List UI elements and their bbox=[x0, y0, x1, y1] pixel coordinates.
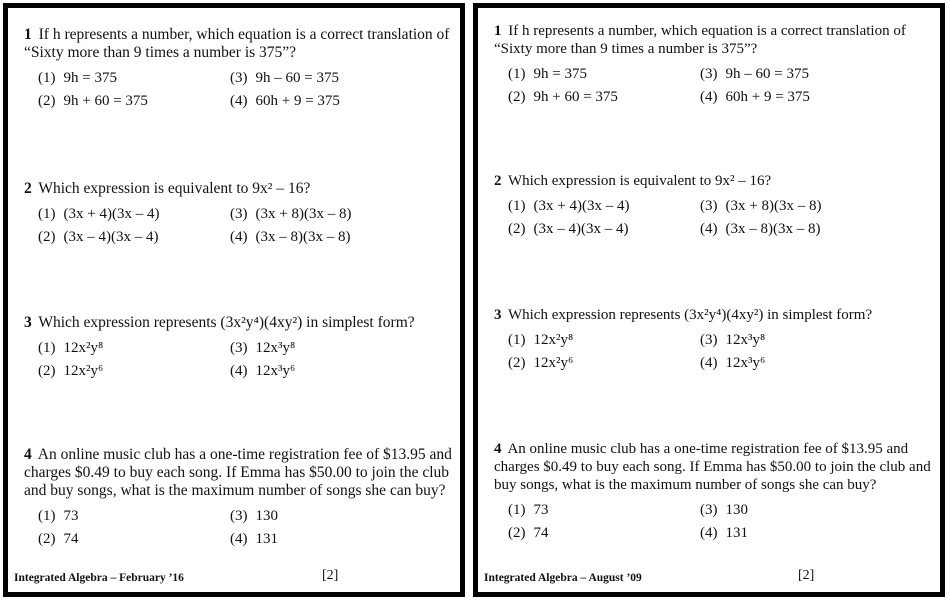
question-number: 2 bbox=[494, 173, 502, 189]
question-text: Which expression represents (3x²y⁴)(4xy²) in simplest form? bbox=[507, 307, 873, 323]
choice-1[interactable]: (1) 73 bbox=[508, 502, 549, 518]
answer-choices bbox=[508, 501, 932, 542]
question-text: If h represents a number, which equation is a correct translation of “Sixty more than 9 times a number is 375”? bbox=[24, 26, 450, 61]
question-text: An online music club has a one-time registration fee of $13.95 and charges $0.49 to buy each song. If Emma has $50.00 to join the club and buy songs, what is the maximum number of songs she can buy? bbox=[494, 441, 931, 493]
choice-1[interactable]: (1) (3x + 4)(3x – 4) bbox=[508, 198, 630, 214]
choice-4[interactable]: (4) 12x³y⁶ bbox=[230, 363, 296, 379]
question-number: 3 bbox=[494, 307, 502, 323]
choice-1[interactable]: (1) 9h = 375 bbox=[38, 70, 117, 86]
question-4 bbox=[24, 446, 452, 548]
question-2 bbox=[24, 180, 452, 246]
answer-choices bbox=[38, 507, 452, 548]
answer-choices bbox=[38, 205, 452, 246]
page-number: [2] bbox=[798, 568, 815, 583]
choice-4[interactable]: (4) 131 bbox=[700, 525, 748, 541]
choice-3[interactable]: (3) 9h – 60 = 375 bbox=[230, 70, 339, 86]
choice-2[interactable]: (2) 12x²y⁶ bbox=[508, 355, 574, 371]
question-3 bbox=[494, 306, 932, 372]
choice-2[interactable]: (2) 9h + 60 = 375 bbox=[38, 93, 148, 109]
question-1 bbox=[24, 26, 452, 110]
choice-2[interactable]: (2) 74 bbox=[38, 531, 79, 547]
choice-1[interactable]: (1) 12x²y⁸ bbox=[508, 332, 574, 348]
answer-choices bbox=[508, 331, 932, 372]
choice-1[interactable]: (1) 9h = 375 bbox=[508, 66, 587, 82]
choice-2[interactable]: (2) (3x – 4)(3x – 4) bbox=[508, 221, 629, 237]
choice-4[interactable]: (4) (3x – 8)(3x – 8) bbox=[700, 221, 821, 237]
choice-3[interactable]: (3) 12x³y⁸ bbox=[230, 340, 296, 356]
page-number: [2] bbox=[322, 568, 339, 583]
question-number: 3 bbox=[24, 314, 32, 331]
choice-3[interactable]: (3) (3x + 8)(3x – 8) bbox=[700, 198, 822, 214]
question-number: 4 bbox=[494, 441, 502, 457]
question-text: Which expression is equivalent to 9x² – 16? bbox=[38, 180, 311, 197]
question-number: 1 bbox=[494, 23, 502, 39]
choice-4[interactable]: (4) 131 bbox=[230, 531, 278, 547]
question-text: Which expression is equivalent to 9x² – 16? bbox=[507, 173, 772, 189]
choice-3[interactable]: (3) 9h – 60 = 375 bbox=[700, 66, 809, 82]
footer-exam-title: Integrated Algebra – February ’16 bbox=[14, 572, 184, 584]
choice-4[interactable]: (4) 60h + 9 = 375 bbox=[700, 89, 810, 105]
choice-4[interactable]: (4) 12x³y⁶ bbox=[700, 355, 766, 371]
choice-3[interactable]: (3) 130 bbox=[700, 502, 748, 518]
question-number: 4 bbox=[24, 446, 32, 463]
answer-choices bbox=[38, 69, 452, 110]
choice-2[interactable]: (2) 9h + 60 = 375 bbox=[508, 89, 618, 105]
choice-1[interactable]: (1) 12x²y⁸ bbox=[38, 340, 104, 356]
exam-page-february-16 bbox=[3, 3, 465, 597]
choice-2[interactable]: (2) 12x²y⁶ bbox=[38, 363, 104, 379]
answer-choices bbox=[508, 197, 932, 238]
question-4 bbox=[494, 440, 932, 542]
question-1 bbox=[494, 22, 932, 106]
question-text: An online music club has a one-time registration fee of $13.95 and charges $0.49 to buy each song. If Emma has $50.00 to join the club and buy songs, what is the maximum number of songs she can buy? bbox=[24, 446, 452, 499]
question-text: Which expression represents (3x²y⁴)(4xy²) in simplest form? bbox=[38, 314, 415, 331]
question-3 bbox=[24, 314, 452, 380]
footer-exam-title: Integrated Algebra – August ’09 bbox=[484, 572, 642, 584]
answer-choices bbox=[508, 65, 932, 106]
choice-4[interactable]: (4) (3x – 8)(3x – 8) bbox=[230, 229, 351, 245]
question-number: 2 bbox=[24, 180, 32, 197]
answer-choices bbox=[38, 339, 452, 380]
question-text: If h represents a number, which equation is a correct translation of “Sixty more than 9 times a number is 375”? bbox=[494, 23, 906, 57]
question-number: 1 bbox=[24, 26, 32, 43]
choice-3[interactable]: (3) (3x + 8)(3x – 8) bbox=[230, 206, 352, 222]
choice-3[interactable]: (3) 12x³y⁸ bbox=[700, 332, 766, 348]
choice-1[interactable]: (1) 73 bbox=[38, 508, 79, 524]
choice-2[interactable]: (2) 74 bbox=[508, 525, 549, 541]
exam-page-august-09 bbox=[473, 3, 945, 597]
choice-2[interactable]: (2) (3x – 4)(3x – 4) bbox=[38, 229, 159, 245]
choice-4[interactable]: (4) 60h + 9 = 375 bbox=[230, 93, 340, 109]
choice-3[interactable]: (3) 130 bbox=[230, 508, 278, 524]
question-2 bbox=[494, 172, 932, 238]
choice-1[interactable]: (1) (3x + 4)(3x – 4) bbox=[38, 206, 160, 222]
